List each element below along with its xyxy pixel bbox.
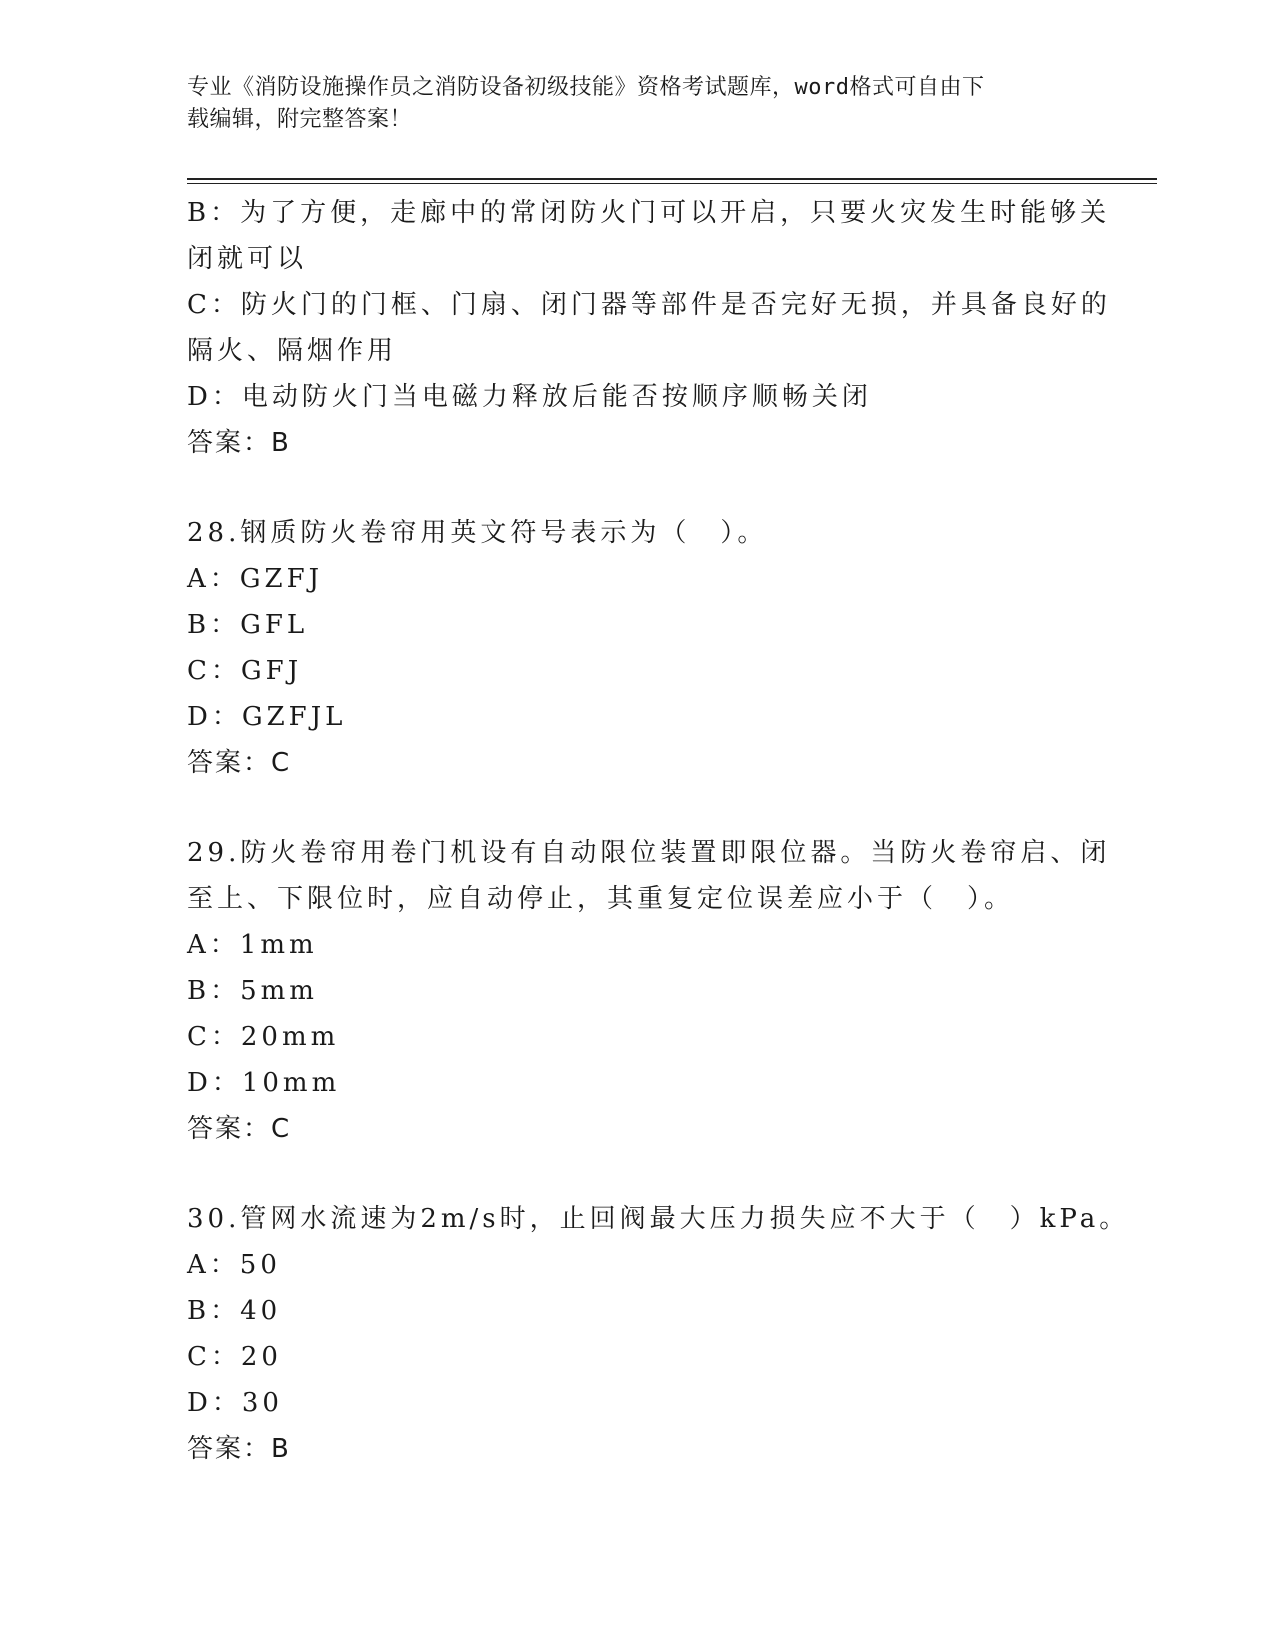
header-line-1: 专业《消防设施操作员之消防设备初级技能》资格考试题库，word格式可自由下 — [187, 75, 985, 100]
option-a: A：50 — [187, 1250, 281, 1280]
option-c: C：20 — [187, 1342, 282, 1372]
question-list — [187, 190, 1130, 1472]
header-rule-thin — [187, 183, 1157, 184]
option-b: B：40 — [187, 1296, 282, 1326]
option-b-line-1: B：为了方便，走廊中的常闭防火门可以开启，只要火灾发生时能够关 — [187, 198, 1111, 228]
option-d: D：30 — [187, 1388, 283, 1418]
question-27-tail — [187, 190, 1111, 466]
answer: 答案：C — [187, 748, 292, 778]
question-28 — [187, 510, 1087, 786]
option-c: C：GFJ — [187, 656, 303, 686]
question-text: 30.管网水流速为2m/s时，止回阀最大压力损失应不大于（ ）kPa。 — [187, 1204, 1130, 1234]
option-b-line-2: 闭就可以 — [187, 244, 308, 274]
option-c: C：20mm — [187, 1022, 340, 1052]
answer: 答案：C — [187, 1114, 292, 1144]
header-line-2: 载编辑，附完整答案！ — [187, 107, 413, 132]
question-text-line-2: 至上、下限位时，应自动停止，其重复定位误差应小于（ ）。 — [187, 884, 1015, 914]
option-d: D：GZFJL — [187, 702, 347, 732]
option-c-line-2: 隔火、隔烟作用 — [187, 336, 398, 366]
option-d: D：10mm — [187, 1068, 341, 1098]
option-d: D：电动防火门当电磁力释放后能否按顺序顺畅关闭 — [187, 382, 872, 412]
question-29 — [187, 830, 1111, 1152]
option-a: A：1mm — [187, 930, 318, 960]
answer: 答案：B — [187, 428, 291, 458]
header-rule-thick — [187, 178, 1157, 180]
option-c-line-1: C：防火门的门框、门扇、闭门器等部件是否完好无损，并具备良好的 — [187, 290, 1111, 320]
option-b: B：GFL — [187, 610, 309, 640]
option-b: B：5mm — [187, 976, 318, 1006]
question-text-line-1: 29.防火卷帘用卷门机设有自动限位装置即限位器。当防火卷帘启、闭 — [187, 838, 1111, 868]
question-text: 28.钢质防火卷帘用英文符号表示为（ ）。 — [187, 518, 768, 548]
question-30 — [187, 1196, 1130, 1472]
option-a: A：GZFJ — [187, 564, 324, 594]
answer: 答案：B — [187, 1434, 291, 1464]
document-header — [187, 72, 1067, 136]
